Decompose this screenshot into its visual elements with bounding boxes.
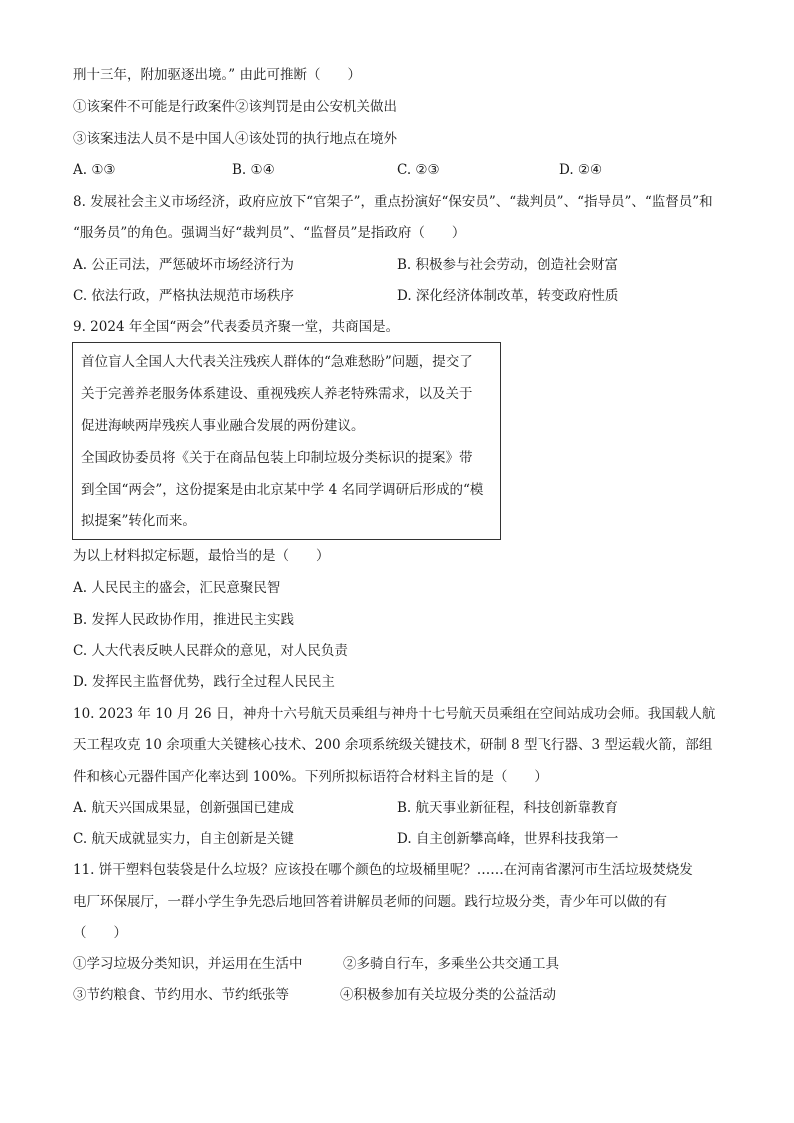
q9-material-line-4: 全国政协委员将《关于在商品包装上印制垃圾分类标识的提案》带 bbox=[81, 450, 473, 466]
q10-stem-line-1: 10. 2023 年 10 月 26 日，神舟十六号航天员乘组与神舟十七号航天员乘组在空间站成功会师。我国载人航 bbox=[73, 706, 716, 722]
q11-stem-line-2: 电厂环保展厅，一群小学生争先恐后地回答着讲解员老师的问题。践行垃圾分类，青少年可以做的有 bbox=[73, 894, 667, 910]
q9-material-line-5: 到全国“两会”，这份提案是由北京某中学 4 名同学调研后形成的“模 bbox=[81, 482, 484, 498]
q11-stem-line-3: （ ） bbox=[73, 925, 127, 941]
q9-material-line-6: 拟提案”转化而来。 bbox=[81, 513, 196, 529]
q7-option-a: A. ①③ bbox=[73, 162, 116, 178]
q9-question: 为以上材料拟定标题，最恰当的是（ ） bbox=[73, 548, 330, 564]
q11-statement-2: ②多骑自行车，多乘坐公共交通工具 bbox=[343, 956, 559, 972]
q11-statement-4: ④积极参加有关垃圾分类的公益活动 bbox=[340, 987, 556, 1003]
q9-option-b: B. 发挥人民政协作用，推进民主实践 bbox=[73, 612, 295, 628]
q8-option-d: D. 深化经济体制改革，转变政府性质 bbox=[397, 288, 619, 304]
q8-stem-line-2: “服务员”的角色。强调当好“裁判员”、“监督员”是指政府（ ） bbox=[73, 225, 466, 241]
q11-stem-line-1: 11. 饼干塑料包装袋是什么垃圾？应该投在哪个颜色的垃圾桶里呢？……在河南省漯河市生活垃圾焚烧发 bbox=[73, 862, 693, 878]
q10-option-b: B. 航天事业新征程，科技创新靠教育 bbox=[397, 800, 619, 816]
q10-stem-line-2: 天工程攻克 10 余项重大关键核心技术、200 余项系统级关键技术，研制 8 型飞行器、3 型运载火箭，部组 bbox=[73, 737, 713, 753]
q10-stem-line-3: 件和核心元器件国产化率达到 100%。下列所拟标语符合材料主旨的是（ ） bbox=[73, 769, 548, 785]
q9-material-line-2: 关于完善养老服务体系建设、重视残疾人养老特殊需求，以及关于 bbox=[81, 386, 473, 402]
q9-material-line-1: 首位盲人全国人大代表关注残疾人群体的“急难愁盼”问题，提交了 bbox=[81, 354, 473, 370]
q9-option-a: A. 人民民主的盛会，汇民意聚民智 bbox=[73, 580, 281, 596]
q7-statement-2: ③该案违法人员不是中国人④该处罚的执行地点在境外 bbox=[73, 131, 397, 147]
q7-option-b: B. ①④ bbox=[232, 162, 275, 178]
q10-option-a: A. 航天兴国成果显，创新强国已建成 bbox=[73, 800, 294, 816]
q10-option-d: D. 自主创新攀高峰，世界科技我第一 bbox=[397, 831, 619, 847]
q11-statement-3: ③节约粮食、节约用水、节约纸张等 bbox=[73, 987, 289, 1003]
q9-option-d: D. 发挥民主监督优势，践行全过程人民民主 bbox=[73, 674, 335, 690]
q9-material-box bbox=[72, 342, 501, 540]
q9-stem: 9. 2024 年全国“两会”代表委员齐聚一堂，共商国是。 bbox=[73, 319, 400, 335]
q8-stem-line-1: 8. 发展社会主义市场经济，政府应放下“官架子”，重点扮演好“保安员”、“裁判员”、“指导员”、“监督员”和 bbox=[73, 194, 713, 210]
q7-stem-tail: 刑十三年，附加驱逐出境。” 由此可推断（ ） bbox=[73, 67, 361, 83]
q8-option-b: B. 积极参与社会劳动，创造社会财富 bbox=[397, 257, 619, 273]
q11-statement-1: ①学习垃圾分类知识，并运用在生活中 bbox=[73, 956, 303, 972]
q9-option-c: C. 人大代表反映人民群众的意见，对人民负责 bbox=[73, 643, 348, 659]
q7-option-d: D. ②④ bbox=[559, 162, 603, 178]
q10-option-c: C. 航天成就显实力，自主创新是关键 bbox=[73, 831, 294, 847]
q9-material-line-3: 促进海峡两岸残疾人事业融合发展的两份建议。 bbox=[81, 418, 365, 434]
q7-option-c: C. ②③ bbox=[397, 162, 440, 178]
q7-statement-1: ①该案件不可能是行政案件②该判罚是由公安机关做出 bbox=[73, 99, 397, 115]
q8-option-a: A. 公正司法，严惩破坏市场经济行为 bbox=[73, 257, 294, 273]
q8-option-c: C. 依法行政，严格执法规范市场秩序 bbox=[73, 288, 294, 304]
